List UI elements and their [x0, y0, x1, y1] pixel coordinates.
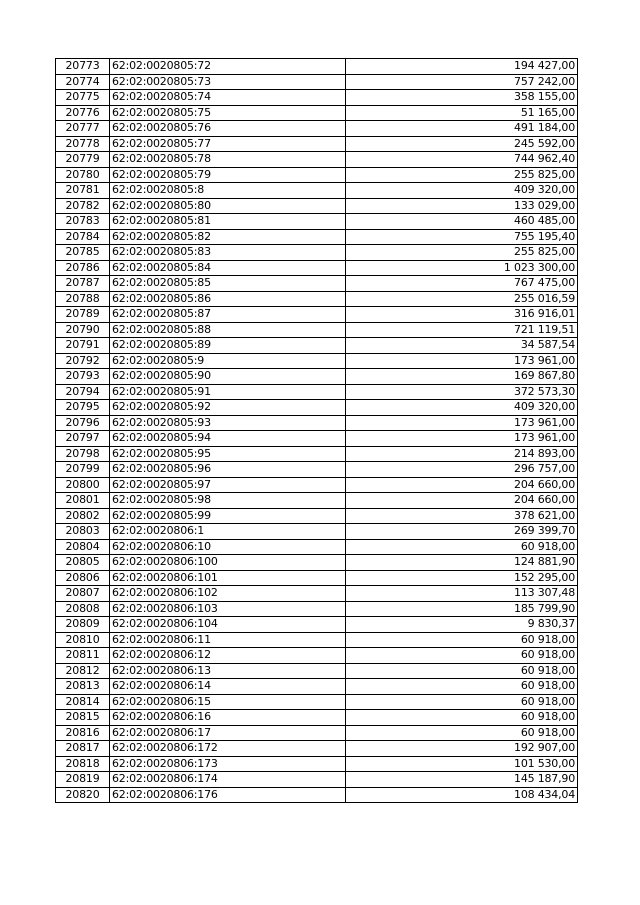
table-row [56, 322, 578, 338]
row-number-cell: 20809 [56, 617, 110, 633]
cadastral-number-cell: 62:02:0020805:88 [110, 322, 346, 338]
cadastral-number-cell: 62:02:0020805:81 [110, 214, 346, 230]
row-number-cell: 20800 [56, 477, 110, 493]
row-number-cell: 20804 [56, 539, 110, 555]
row-number-cell: 20791 [56, 338, 110, 354]
cadastral-value-table [55, 58, 578, 803]
table-row [56, 601, 578, 617]
cadastral-value-cell: 173 961,00 [346, 353, 578, 369]
cadastral-value-cell: 757 242,00 [346, 74, 578, 90]
cadastral-value-cell: 755 195,40 [346, 229, 578, 245]
table-row [56, 741, 578, 757]
cadastral-value-cell: 60 918,00 [346, 648, 578, 664]
cadastral-value-cell: 767 475,00 [346, 276, 578, 292]
row-number-cell: 20813 [56, 679, 110, 695]
table-row [56, 493, 578, 509]
table-row [56, 787, 578, 803]
table-row [56, 539, 578, 555]
row-number-cell: 20792 [56, 353, 110, 369]
table-row [56, 663, 578, 679]
cadastral-number-cell: 62:02:0020806:15 [110, 694, 346, 710]
table-row [56, 307, 578, 323]
row-number-cell: 20775 [56, 90, 110, 106]
row-number-cell: 20776 [56, 105, 110, 121]
table-row [56, 508, 578, 524]
cadastral-number-cell: 62:02:0020805:86 [110, 291, 346, 307]
table-row [56, 183, 578, 199]
row-number-cell: 20780 [56, 167, 110, 183]
cadastral-value-cell: 245 592,00 [346, 136, 578, 152]
cadastral-number-cell: 62:02:0020806:11 [110, 632, 346, 648]
table-row [56, 431, 578, 447]
row-number-cell: 20796 [56, 415, 110, 431]
row-number-cell: 20799 [56, 462, 110, 478]
table-row [56, 291, 578, 307]
row-number-cell: 20801 [56, 493, 110, 509]
cadastral-number-cell: 62:02:0020805:78 [110, 152, 346, 168]
row-number-cell: 20818 [56, 756, 110, 772]
table-row [56, 245, 578, 261]
cadastral-number-cell: 62:02:0020805:97 [110, 477, 346, 493]
row-number-cell: 20807 [56, 586, 110, 602]
cadastral-value-cell: 173 961,00 [346, 431, 578, 447]
row-number-cell: 20785 [56, 245, 110, 261]
table-row [56, 586, 578, 602]
row-number-cell: 20808 [56, 601, 110, 617]
cadastral-value-cell: 194 427,00 [346, 59, 578, 75]
table-row [56, 415, 578, 431]
row-number-cell: 20797 [56, 431, 110, 447]
table-row [56, 648, 578, 664]
cadastral-number-cell: 62:02:0020805:90 [110, 369, 346, 385]
cadastral-number-cell: 62:02:0020806:104 [110, 617, 346, 633]
row-number-cell: 20806 [56, 570, 110, 586]
cadastral-number-cell: 62:02:0020806:10 [110, 539, 346, 555]
cadastral-number-cell: 62:02:0020805:85 [110, 276, 346, 292]
row-number-cell: 20810 [56, 632, 110, 648]
cadastral-value-cell: 101 530,00 [346, 756, 578, 772]
cadastral-value-cell: 744 962,40 [346, 152, 578, 168]
cadastral-number-cell: 62:02:0020805:79 [110, 167, 346, 183]
table-row [56, 105, 578, 121]
cadastral-value-cell: 60 918,00 [346, 710, 578, 726]
table-body [56, 59, 578, 803]
cadastral-number-cell: 62:02:0020805:94 [110, 431, 346, 447]
cadastral-value-cell: 145 187,90 [346, 772, 578, 788]
cadastral-number-cell: 62:02:0020806:100 [110, 555, 346, 571]
row-number-cell: 20773 [56, 59, 110, 75]
cadastral-number-cell: 62:02:0020806:172 [110, 741, 346, 757]
row-number-cell: 20794 [56, 384, 110, 400]
cadastral-value-cell: 255 825,00 [346, 167, 578, 183]
row-number-cell: 20803 [56, 524, 110, 540]
cadastral-number-cell: 62:02:0020806:16 [110, 710, 346, 726]
row-number-cell: 20793 [56, 369, 110, 385]
cadastral-value-cell: 124 881,90 [346, 555, 578, 571]
row-number-cell: 20786 [56, 260, 110, 276]
row-number-cell: 20783 [56, 214, 110, 230]
cadastral-value-cell: 113 307,48 [346, 586, 578, 602]
table-row [56, 694, 578, 710]
cadastral-number-cell: 62:02:0020805:9 [110, 353, 346, 369]
cadastral-number-cell: 62:02:0020806:102 [110, 586, 346, 602]
cadastral-value-cell: 9 830,37 [346, 617, 578, 633]
row-number-cell: 20817 [56, 741, 110, 757]
cadastral-number-cell: 62:02:0020806:12 [110, 648, 346, 664]
cadastral-number-cell: 62:02:0020805:96 [110, 462, 346, 478]
cadastral-value-cell: 214 893,00 [346, 446, 578, 462]
cadastral-number-cell: 62:02:0020805:91 [110, 384, 346, 400]
cadastral-number-cell: 62:02:0020806:17 [110, 725, 346, 741]
cadastral-value-cell: 255 825,00 [346, 245, 578, 261]
row-number-cell: 20820 [56, 787, 110, 803]
cadastral-value-cell: 409 320,00 [346, 400, 578, 416]
cadastral-value-cell: 460 485,00 [346, 214, 578, 230]
cadastral-number-cell: 62:02:0020805:82 [110, 229, 346, 245]
cadastral-value-cell: 60 918,00 [346, 694, 578, 710]
cadastral-number-cell: 62:02:0020805:73 [110, 74, 346, 90]
cadastral-value-cell: 491 184,00 [346, 121, 578, 137]
row-number-cell: 20777 [56, 121, 110, 137]
cadastral-value-cell: 204 660,00 [346, 493, 578, 509]
row-number-cell: 20789 [56, 307, 110, 323]
cadastral-number-cell: 62:02:0020805:84 [110, 260, 346, 276]
table-row [56, 462, 578, 478]
cadastral-value-cell: 358 155,00 [346, 90, 578, 106]
cadastral-value-cell: 60 918,00 [346, 663, 578, 679]
cadastral-value-cell: 60 918,00 [346, 632, 578, 648]
cadastral-value-cell: 372 573,30 [346, 384, 578, 400]
table-row [56, 725, 578, 741]
table-row [56, 276, 578, 292]
cadastral-number-cell: 62:02:0020805:75 [110, 105, 346, 121]
row-number-cell: 20788 [56, 291, 110, 307]
cadastral-value-cell: 60 918,00 [346, 679, 578, 695]
cadastral-value-cell: 152 295,00 [346, 570, 578, 586]
cadastral-value-cell: 269 399,70 [346, 524, 578, 540]
table-row [56, 136, 578, 152]
row-number-cell: 20787 [56, 276, 110, 292]
table-row [56, 679, 578, 695]
row-number-cell: 20805 [56, 555, 110, 571]
cadastral-value-cell: 51 165,00 [346, 105, 578, 121]
cadastral-value-cell: 108 434,04 [346, 787, 578, 803]
cadastral-number-cell: 62:02:0020805:83 [110, 245, 346, 261]
cadastral-number-cell: 62:02:0020806:174 [110, 772, 346, 788]
cadastral-number-cell: 62:02:0020805:99 [110, 508, 346, 524]
cadastral-number-cell: 62:02:0020805:98 [110, 493, 346, 509]
table-row [56, 369, 578, 385]
cadastral-value-cell: 255 016,59 [346, 291, 578, 307]
cadastral-value-cell: 60 918,00 [346, 539, 578, 555]
cadastral-number-cell: 62:02:0020806:13 [110, 663, 346, 679]
table-row [56, 338, 578, 354]
cadastral-number-cell: 62:02:0020806:173 [110, 756, 346, 772]
row-number-cell: 20778 [56, 136, 110, 152]
table-row [56, 59, 578, 75]
row-number-cell: 20774 [56, 74, 110, 90]
table-row [56, 167, 578, 183]
row-number-cell: 20798 [56, 446, 110, 462]
table-row [56, 555, 578, 571]
cadastral-number-cell: 62:02:0020805:89 [110, 338, 346, 354]
cadastral-number-cell: 62:02:0020805:93 [110, 415, 346, 431]
table-row [56, 772, 578, 788]
cadastral-number-cell: 62:02:0020805:74 [110, 90, 346, 106]
cadastral-number-cell: 62:02:0020805:8 [110, 183, 346, 199]
cadastral-value-cell: 185 799,90 [346, 601, 578, 617]
cadastral-value-cell: 169 867,80 [346, 369, 578, 385]
row-number-cell: 20812 [56, 663, 110, 679]
cadastral-number-cell: 62:02:0020805:92 [110, 400, 346, 416]
table-row [56, 121, 578, 137]
row-number-cell: 20781 [56, 183, 110, 199]
row-number-cell: 20819 [56, 772, 110, 788]
cadastral-value-cell: 60 918,00 [346, 725, 578, 741]
row-number-cell: 20816 [56, 725, 110, 741]
cadastral-number-cell: 62:02:0020806:101 [110, 570, 346, 586]
cadastral-value-cell: 1 023 300,00 [346, 260, 578, 276]
cadastral-number-cell: 62:02:0020805:77 [110, 136, 346, 152]
cadastral-value-cell: 133 029,00 [346, 198, 578, 214]
table-row [56, 477, 578, 493]
cadastral-value-cell: 204 660,00 [346, 477, 578, 493]
row-number-cell: 20802 [56, 508, 110, 524]
row-number-cell: 20782 [56, 198, 110, 214]
table-row [56, 400, 578, 416]
cadastral-value-cell: 173 961,00 [346, 415, 578, 431]
table-row [56, 198, 578, 214]
cadastral-number-cell: 62:02:0020805:76 [110, 121, 346, 137]
table-row [56, 353, 578, 369]
cadastral-value-cell: 721 119,51 [346, 322, 578, 338]
row-number-cell: 20814 [56, 694, 110, 710]
table-row [56, 710, 578, 726]
table-row [56, 632, 578, 648]
cadastral-value-cell: 316 916,01 [346, 307, 578, 323]
cadastral-number-cell: 62:02:0020805:95 [110, 446, 346, 462]
table-row [56, 74, 578, 90]
cadastral-value-cell: 378 621,00 [346, 508, 578, 524]
cadastral-number-cell: 62:02:0020805:87 [110, 307, 346, 323]
table-row [56, 260, 578, 276]
row-number-cell: 20795 [56, 400, 110, 416]
table-row [56, 384, 578, 400]
row-number-cell: 20815 [56, 710, 110, 726]
cadastral-value-cell: 296 757,00 [346, 462, 578, 478]
row-number-cell: 20790 [56, 322, 110, 338]
table-row [56, 90, 578, 106]
table-row [56, 229, 578, 245]
cadastral-value-cell: 34 587,54 [346, 338, 578, 354]
table-row [56, 756, 578, 772]
cadastral-value-cell: 409 320,00 [346, 183, 578, 199]
table-row [56, 570, 578, 586]
cadastral-number-cell: 62:02:0020806:1 [110, 524, 346, 540]
table-row [56, 152, 578, 168]
table-row [56, 617, 578, 633]
cadastral-value-cell: 192 907,00 [346, 741, 578, 757]
table-row [56, 214, 578, 230]
row-number-cell: 20784 [56, 229, 110, 245]
row-number-cell: 20779 [56, 152, 110, 168]
row-number-cell: 20811 [56, 648, 110, 664]
cadastral-number-cell: 62:02:0020806:14 [110, 679, 346, 695]
cadastral-number-cell: 62:02:0020805:72 [110, 59, 346, 75]
cadastral-number-cell: 62:02:0020805:80 [110, 198, 346, 214]
cadastral-number-cell: 62:02:0020806:103 [110, 601, 346, 617]
cadastral-number-cell: 62:02:0020806:176 [110, 787, 346, 803]
table-row [56, 524, 578, 540]
table-row [56, 446, 578, 462]
